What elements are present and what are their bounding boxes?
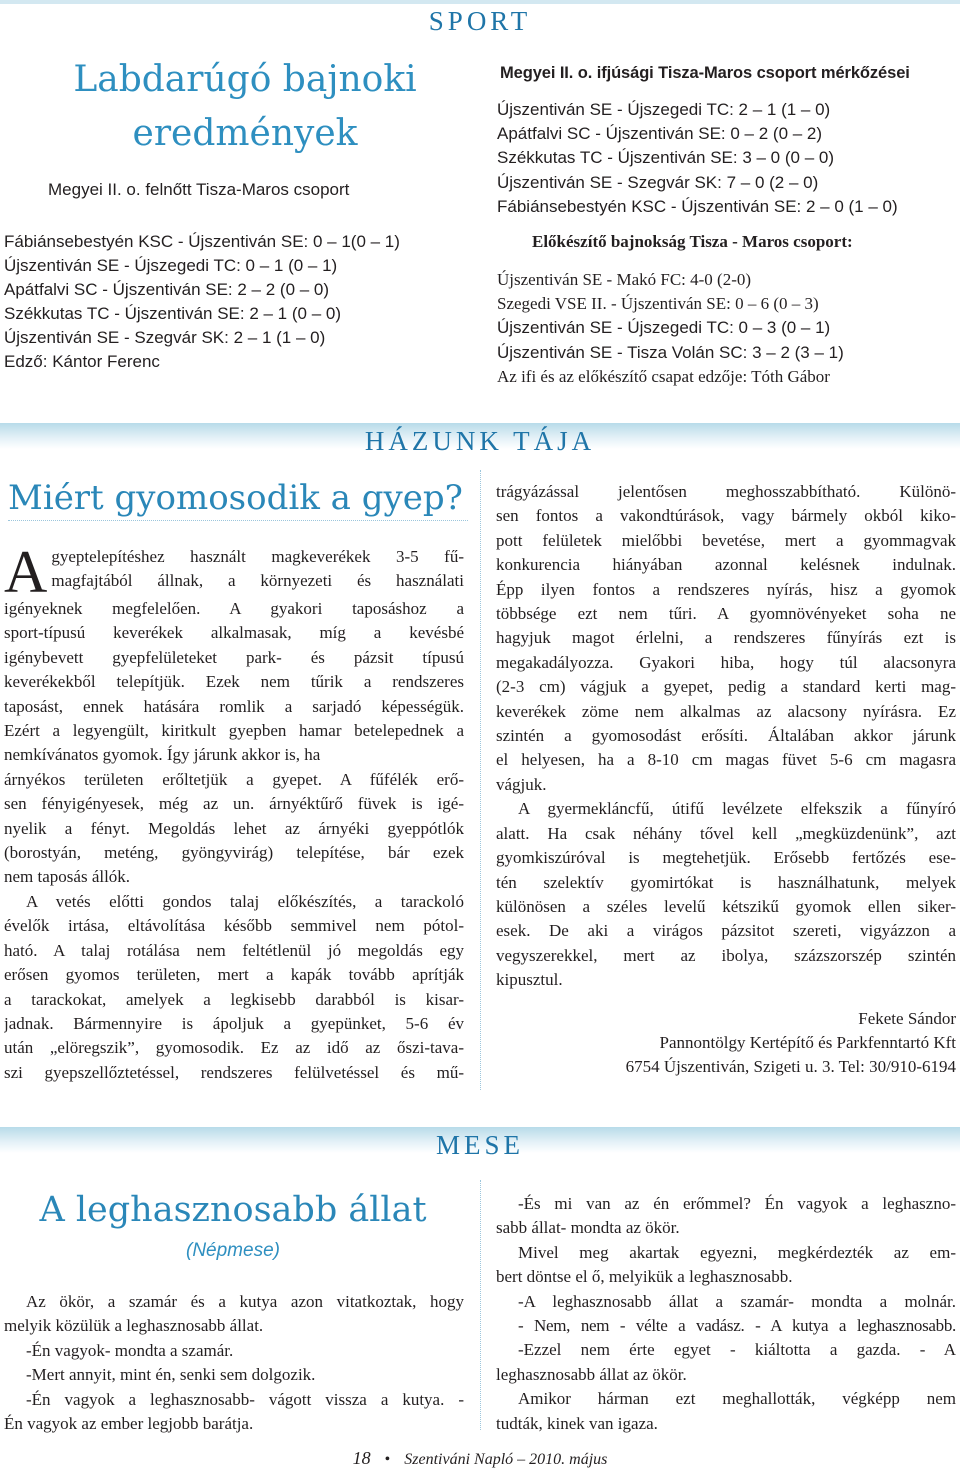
text-line: évelők irtása, eltávolítása később semmivel nem pótol- bbox=[4, 916, 464, 936]
text-line: melyik közülük a leghasznosabb állat. bbox=[4, 1316, 264, 1336]
prep-heading: Előkészítő bajnokság Tisza - Maros csoport: bbox=[532, 232, 853, 251]
text-line: sen fényigényesek, még az un. árnyéktűrő füvek is igé- bbox=[4, 794, 464, 814]
text-line: (borostyán, meténg, gyöngyvirág) telepítése, bár ezek bbox=[4, 843, 464, 863]
text-line: konkurencia hiányában azonnal kelésnek indulnak. bbox=[496, 555, 956, 575]
sport-title-line2: eredmények bbox=[132, 113, 358, 154]
result-line: Szegedi VSE II. - Újszentiván SE: 0 – 6 (0 – 3) bbox=[497, 294, 819, 314]
text-line: Én vagyok az ember legjobb barátja. bbox=[4, 1414, 254, 1434]
text-line: A gyermekláncfű, útifű levélzete elfekszik a fűnyíró bbox=[518, 799, 956, 819]
senior-results bbox=[4, 230, 400, 374]
result-line: Fábiánsebestyén KSC - Újszentiván SE: 0 – 1(0 – 1) bbox=[4, 232, 400, 251]
result-line: Újszentiván SE - Tisza Volán SC: 3 – 2 (3 – 1) bbox=[497, 342, 844, 362]
result-line: Újszentiván SE - Újszegedi TC: 0 – 1 (0 – 1) bbox=[4, 256, 338, 275]
text-line: Az ökör, a szamár és a kutya azon vitatkoztak, hogy bbox=[26, 1292, 464, 1311]
text-line: pott felületek mielőbbi bevetése, mert a gyommagvak bbox=[496, 530, 956, 550]
text-line: Amikor hárman ezt meghallották, végképp nem bbox=[518, 1389, 956, 1409]
result-line: Apátfalvi SC - Újszentiván SE: 0 – 2 (0 – 2) bbox=[497, 124, 823, 144]
prep-results bbox=[497, 268, 844, 389]
title-underline bbox=[8, 520, 468, 521]
sport-section-band bbox=[0, 0, 960, 4]
text-line: - Nem, nem - vélte a vadász. - A kutya a leghasznosabb. bbox=[518, 1316, 956, 1336]
result-line: Újszentiván SE - Makó FC: 4-0 (2-0) bbox=[497, 270, 752, 289]
text-line: tudták, kinek van igaza. bbox=[496, 1413, 658, 1433]
youth-results bbox=[497, 98, 898, 219]
text-line: esek. De aki a virágos pázsitot szereti, vigyázzon a bbox=[496, 921, 956, 941]
house-article-title: Miért gyomosodik a gyep? bbox=[8, 478, 463, 518]
text-line: taposást, ennek hatására romlik a sarjadó képességük. bbox=[4, 696, 464, 716]
text-line: igénybevett gyepfelületeket park- és pázsit típusú bbox=[4, 647, 464, 667]
text-line: gyeptelepítéshez használt magkeverékek 3-5 fű- bbox=[51, 547, 464, 566]
tale-subtitle: (Népmese) bbox=[186, 1240, 280, 1261]
result-line: Újszentiván SE - Szegvár SK: 7 – 0 (2 – 0) bbox=[497, 172, 819, 192]
text-line: sabb állat- mondta az ökör. bbox=[496, 1218, 680, 1238]
text-line: különösen a széles levelű kétszikű gyomok ellen siker- bbox=[496, 896, 956, 916]
article-author: Fekete Sándor bbox=[858, 1008, 956, 1028]
text-line: -Ezzel nem érte egyet - kiáltotta a gazda. - A bbox=[518, 1340, 956, 1360]
text-line: hagyjuk magot érlelni, a rendszeres fűnyírás ezt is bbox=[496, 628, 956, 648]
text-line: A vetés előtti gondos talaj előkészítés, a tarackoló bbox=[26, 891, 464, 911]
tale-title: A leghasznosabb állat bbox=[39, 1190, 427, 1230]
text-line: igényeknek megfelelően. A gyakori taposáshoz a bbox=[4, 599, 464, 618]
publication-name: Szentiváni Napló – 2010. május bbox=[404, 1451, 608, 1468]
author-company: Pannontölgy Kertépítő és Parkfenntartó Kft bbox=[659, 1032, 956, 1052]
text-line: vágjuk. bbox=[496, 774, 547, 794]
result-line: Székkutas TC - Újszentiván SE: 3 – 0 (0 – 0) bbox=[497, 148, 834, 168]
senior-heading: Megyei II. o. felnőtt Tisza-Maros csoport bbox=[48, 180, 350, 199]
text-line: -Én vagyok- mondta a szamár. bbox=[26, 1340, 234, 1360]
text-line: leghasznosabb állat az ökör. bbox=[496, 1364, 687, 1384]
page-number: 18 bbox=[352, 1448, 371, 1468]
result-line: Újszentiván SE - Szegvár SK: 2 – 1 (1 – 0) bbox=[4, 328, 326, 347]
youth-heading: Megyei II. o. ifjúsági Tisza-Maros csoport mérkőzései bbox=[500, 64, 910, 82]
result-line: Székkutas TC - Újszentiván SE: 2 – 1 (0 – 0) bbox=[4, 304, 341, 323]
text-line: (2-3 cm) vágjuk a gyepet, pedig a standard kerti mag- bbox=[496, 677, 956, 697]
text-line: magfajtából állnak, a környezeti és használati bbox=[51, 571, 464, 591]
house-right-column bbox=[496, 480, 956, 1080]
text-line: nem taposás állók. bbox=[4, 867, 131, 887]
house-section-label: HÁZUNK TÁJA bbox=[364, 426, 596, 456]
dropcap-letter: A bbox=[4, 539, 48, 605]
text-line: sport-típusú keverékek alkalmasak, míg a kevésbé bbox=[4, 623, 464, 643]
text-line: megakadályozza. Gyakori hiba, hogy túl alacsonyra bbox=[496, 652, 956, 672]
text-line: jadnak. Bármennyire is ápoljuk a gyepünket, 5-6 év bbox=[4, 1013, 464, 1033]
result-line: Újszentiván SE - Újszegedi TC: 0 – 3 (0 – 1) bbox=[497, 318, 831, 338]
result-line: Fábiánsebestyén KSC - Újszentiván SE: 2 – 0 (1 – 0) bbox=[497, 196, 898, 216]
sport-section-label: SPORT bbox=[428, 6, 532, 36]
text-line: el helyesen, ha a 8-10 cm magas füvet 5-6 cm magasra bbox=[496, 750, 956, 770]
text-line: -Én vagyok a leghasznosabb- vágott vissza a kutya. - bbox=[26, 1389, 464, 1409]
text-line: gyomkiszúróval is megtehetjük. Erősebb fertőzés ese- bbox=[496, 848, 956, 868]
house-left-column bbox=[4, 539, 464, 1085]
column-divider bbox=[480, 470, 481, 1090]
text-line: után „elöregszik”, gyomosodik. Ez az idő az őszi-tava- bbox=[4, 1038, 464, 1058]
text-line: -És mi van az én erőmmel? Én vagyok a leghaszno- bbox=[518, 1194, 956, 1213]
tale-section-label: MESE bbox=[435, 1130, 524, 1160]
text-line: -Mert annyit, mint én, senki sem dolgozik. bbox=[26, 1365, 316, 1385]
text-line: Mivel meg akartak egyezni, megkérdezték az em- bbox=[518, 1242, 956, 1262]
tale-left-column bbox=[4, 1290, 464, 1436]
result-line: Apátfalvi SC - Újszentiván SE: 2 – 2 (0 – 0) bbox=[4, 280, 330, 299]
text-line: kipusztul. bbox=[496, 970, 563, 990]
text-line: trágyázással jelentősen meghosszabbítható. Különö- bbox=[496, 482, 956, 501]
text-line: tén szelektív gyomirtókat is használhatunk, melyek bbox=[496, 872, 956, 892]
author-address: 6754 Újszentiván, Szigeti u. 3. Tel: 30/910-6194 bbox=[625, 1057, 956, 1077]
text-line: alatt. Ha csak néhány tővel kell „megküzdenünk”, azt bbox=[496, 823, 956, 843]
prep-coach-line: Az ifi és az előkészítő csapat edzője: Tóth Gábor bbox=[497, 366, 830, 386]
page-footer bbox=[0, 1448, 960, 1469]
text-line: vegyszerekkel, mert az ibolya, százszorszép szintén bbox=[496, 945, 956, 965]
text-line: a tarackokat, amelyek a legkisebb darabból is kisar- bbox=[4, 989, 464, 1009]
text-line: szintén a gyomosodást erősíti. Általában akkor járunk bbox=[496, 726, 956, 746]
text-line: ható. A talaj rotálása nem feltétlenül jó megoldás egy bbox=[4, 940, 464, 960]
text-line: szi gyepszellőztetéssel, rendszeres felülvetéssel és mű- bbox=[4, 1062, 464, 1082]
text-line: -A leghasznosabb állat a szamár- mondta a molnár. bbox=[518, 1291, 956, 1311]
text-line: árnyékos területen erőltetjük a gyepet. A fűfélék erő- bbox=[4, 769, 464, 789]
text-line: többsége ezt nem tűri. A gyomnövényeket soha ne bbox=[496, 604, 956, 624]
text-line: Épp ilyen fontos a rendszeres nyírás, hisz a gyomok bbox=[496, 579, 956, 599]
text-line: erősen gyomos területen, mert a kapák tovább aprítják bbox=[4, 965, 464, 985]
result-line: Újszentiván SE - Újszegedi TC: 2 – 1 (1 – 0) bbox=[497, 100, 831, 119]
text-line: bert döntse el ő, melyikük a leghasznosabb. bbox=[496, 1267, 793, 1287]
tale-column-divider bbox=[480, 1180, 481, 1430]
text-line: sen fontos a vakondtúrások, vagy bármely okból kiko- bbox=[496, 506, 956, 526]
sport-title-line1: Labdarúgó bajnoki bbox=[73, 59, 417, 100]
tale-right-column bbox=[496, 1192, 956, 1436]
text-line: nyelik a fényt. Megoldás lehet az árnyéki gyeppótlók bbox=[4, 818, 464, 838]
text-line: Ezért a legyengült, kiritkult gyepben hamar betelepednek a nemkívánatos gyomok. Így járunk akkor is, ha bbox=[4, 721, 464, 765]
text-line: keverékekből telepítjük. Ezek nem tűrik a rendszeres bbox=[4, 672, 464, 692]
coach-line: Edző: Kántor Ferenc bbox=[4, 352, 160, 371]
text-line: keverékek zöme nem alkalmas az alacsony nyírásra. Ez bbox=[496, 701, 956, 721]
footer-bullet: • bbox=[384, 1451, 391, 1468]
